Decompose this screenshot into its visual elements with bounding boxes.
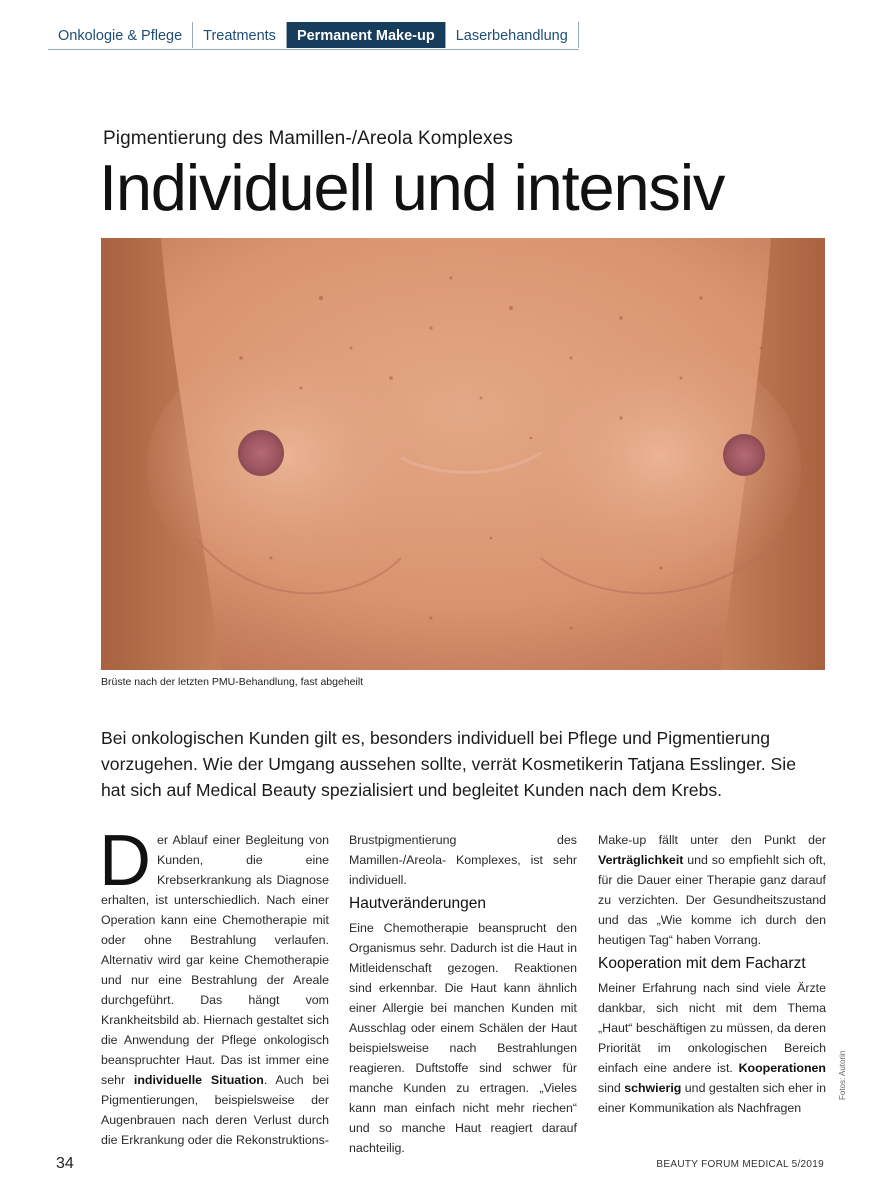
col3-bold-schwierig: schwierig (624, 1081, 682, 1095)
tab-laserbehandlung[interactable]: Laserbehandlung (446, 22, 579, 48)
text-column-1 (99, 821, 330, 1150)
tab-permanent-make-up[interactable]: Permanent Make-up (287, 22, 446, 48)
col3-p2-c: und gestalten sich eher in einer Kommunikation als Nachfragen (598, 1081, 826, 1115)
subheading-kooperation: Kooperation mit dem Facharzt (598, 955, 806, 972)
torso-photo-illustration (101, 238, 825, 670)
article-title: Individuell und intensiv (99, 151, 725, 224)
article-lead: Bei onkologischen Kunden gilt es, besonders individuell bei Pflege und Pigmentierung vorzugehen. Wie der Umgang aussehen sollte, verrät Kosmetikerin Tatjana Esslinger. Sie hat sich auf Medical Beauty spezialisiert und begleitet Kunden nach dem Krebs. (101, 728, 796, 800)
col1-text-a: er Ablauf einer Begleitung von Kunden, die eine Krebserkrankung als Diagnose erhalten, ist unterschiedlich. Nach einer Operation kann eine Chemotherapie mit oder ohne Bestrahlung verlaufen. Alternativ wird gar keine Chemotherapie und nur eine Bestrahlung der Areale durchgeführt. Das hängt vom Krankheitsbild ab. Hiernach gestaltet sich die Anwendung der Pflege onkologisch beanspruchter Haut. Das ist immer eine sehr (101, 833, 329, 1087)
col1-bold: individuelle Situation (133, 1073, 264, 1087)
col2-paragraph-2: Eine Chemotherapie beansprucht den Organismus sehr. Dadurch ist die Haut in Mitleidenschaft gezogen. Reaktionen sind erkennbar. Die Haut kann ähnlich einer Allergie bei manchen Kunden mit Ausschlag oder einem Schälen der Haut beispielsweise nach Bestrahlungen reagieren. Duftstoffe sind schwer für manche Kunden zu ertragen. „Vieles kann man einfach nicht mehr riechen“ und so manche Haut reagiert darauf nachteilig. (349, 921, 577, 1155)
page-number: 34 (56, 1155, 74, 1172)
col3-p2-a: Meiner Erfahrung nach sind viele Ärzte dankbar, sich nicht mit dem Thema „Haut“ beschäftigen zu müssen, da deren Priorität im onkologischen Bereich einfach eine andere ist. (598, 981, 826, 1075)
col3-bold-kooperationen: Kooperationen (738, 1061, 826, 1075)
col1-text-b: . Auch bei Pigmentierungen, beispielsweise der Augenbrauen nach deren Verlust durch die Erkrankung oder die Rekonstruktions- (101, 1073, 330, 1147)
article-kicker: Pigmentierung des Mamillen-/Areola Komplexes (103, 128, 513, 149)
text-column-2 (349, 830, 577, 1158)
issue-label: BEAUTY FORUM MEDICAL 5/2019 (656, 1159, 824, 1170)
photo-caption: Brüste nach der letzten PMU-Behandlung, fast abgeheilt (101, 676, 364, 688)
photo-credit: Fotos: Autorin (838, 1050, 847, 1100)
section-tabs (48, 22, 579, 50)
col2-paragraph-1: Brustpigmentierung des Mamillen-/Areola- Komplexes, ist sehr individuell. (349, 833, 577, 887)
subheading-hautveraenderungen: Hautveränderungen (349, 895, 487, 912)
col3-text-b: und so empfiehlt sich oft, für die Dauer einer Therapie ganz darauf zu verzichten. Der Gesundheitszustand und das „Wie komme ich durch den heutigen Tag“ haben Vorrang. (598, 853, 826, 947)
drop-cap: D (99, 821, 151, 901)
tab-treatments[interactable]: Treatments (193, 22, 287, 48)
col3-bold-vertraeglichkeit: Verträglichkeit (598, 853, 684, 867)
col3-p2-b: sind (598, 1081, 625, 1095)
tab-onkologie-pflege[interactable]: Onkologie & Pflege (48, 22, 193, 48)
col3-text-a: Make-up fällt unter den Punkt der (598, 833, 826, 847)
text-column-3 (598, 830, 826, 1118)
article-photo (101, 238, 825, 670)
